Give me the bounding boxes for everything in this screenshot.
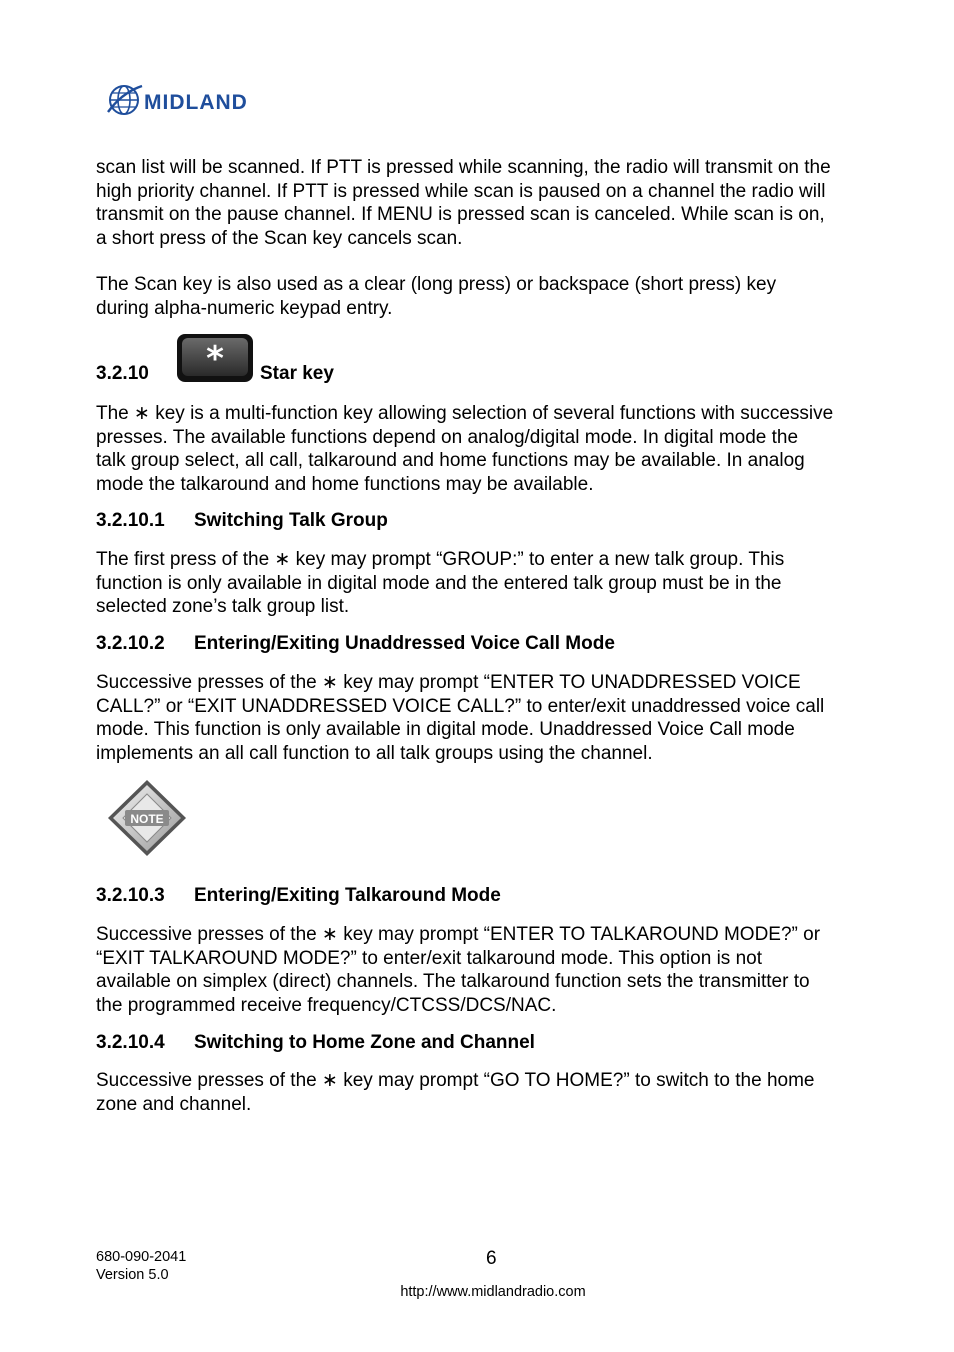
section-title: Star key bbox=[260, 363, 334, 384]
text-line: The first press of the ∗ key may prompt “GROUP:” to enter a new talk group. This bbox=[96, 549, 785, 570]
subsection-heading bbox=[96, 632, 615, 655]
text-line: Successive presses of the ∗ key may prompt “ENTER TO UNADDRESSED VOICE bbox=[96, 672, 801, 693]
page-number: 6 bbox=[486, 1248, 497, 1269]
subsection-heading bbox=[96, 1031, 535, 1054]
text-line: during alpha-numeric keypad entry. bbox=[96, 297, 393, 319]
doc-version: Version 5.0 bbox=[96, 1267, 169, 1283]
text-line: available on simplex (direct) channels. The talkaround function sets the transmitter to bbox=[96, 971, 810, 993]
text-line: transmit on the pause channel. If MENU is pressed scan is canceled. While scan is on, bbox=[96, 204, 825, 226]
note-icon bbox=[106, 778, 188, 858]
star-key-symbol: * bbox=[206, 339, 224, 379]
talk-group-paragraph bbox=[96, 548, 896, 619]
subsection-title: Switching to Home Zone and Channel bbox=[194, 1032, 535, 1053]
midland-logo bbox=[106, 80, 306, 120]
scan-paragraph bbox=[96, 156, 896, 250]
footer-doc-info bbox=[96, 1248, 186, 1284]
text-line: CALL?” or “EXIT UNADDRESSED VOICE CALL?” to enter/exit unaddressed voice call bbox=[96, 695, 825, 717]
text-line: talk group select, all call, talkaround and home functions may be available. In analog bbox=[96, 450, 805, 472]
text-line: Successive presses of the ∗ key may prompt “ENTER TO TALKAROUND MODE?” or bbox=[96, 924, 821, 945]
subsection-title: Entering/Exiting Talkaround Mode bbox=[194, 885, 501, 906]
scan-clear-paragraph bbox=[96, 273, 896, 320]
home-zone-paragraph bbox=[96, 1069, 896, 1116]
star-key-icon bbox=[176, 333, 254, 383]
subsection-number: 3.2.10.1 bbox=[96, 510, 165, 531]
subsection-heading bbox=[96, 509, 388, 532]
text-line: “EXIT TALKAROUND MODE?” to enter/exit talkaround mode. This option is not bbox=[96, 947, 762, 969]
text-line: implements an all call function to all talk groups using the channel. bbox=[96, 742, 653, 764]
unaddressed-paragraph bbox=[96, 671, 896, 765]
text-line: zone and channel. bbox=[96, 1093, 252, 1115]
text-line: Successive presses of the ∗ key may prompt “GO TO HOME?” to switch to the home bbox=[96, 1070, 815, 1091]
globe-icon bbox=[108, 86, 142, 114]
text-line: the programmed receive frequency/CTCSS/DCS/NAC. bbox=[96, 994, 557, 1016]
subsection-title: Entering/Exiting Unaddressed Voice Call Mode bbox=[194, 633, 615, 654]
text-line: a short press of the Scan key cancels scan. bbox=[96, 227, 463, 249]
text-line: The ∗ key is a multi-function key allowing selection of several functions with successive bbox=[96, 403, 834, 424]
text-line: mode the talkaround and home functions may be available. bbox=[96, 473, 594, 495]
logo-text: MIDLAND bbox=[144, 91, 248, 114]
text-line: function is only available in digital mode and the entered talk group must be in the bbox=[96, 572, 782, 594]
note-label: NOTE bbox=[130, 812, 164, 826]
text-line: mode. This function is only available in digital mode. Unaddressed Voice Call mode bbox=[96, 719, 795, 741]
text-line: high priority channel. If PTT is pressed while scan is paused on a channel the radio will bbox=[96, 180, 826, 202]
subsection-title: Switching Talk Group bbox=[194, 510, 388, 531]
text-line: scan list will be scanned. If PTT is pressed while scanning, the radio will transmit on the bbox=[96, 157, 831, 178]
subsection-heading bbox=[96, 884, 501, 907]
subsection-number: 3.2.10.3 bbox=[96, 885, 165, 906]
doc-number: 680-090-2041 bbox=[96, 1249, 187, 1265]
section-number: 3.2.10 bbox=[96, 363, 149, 384]
footer-url[interactable]: http://www.midlandradio.com bbox=[400, 1284, 586, 1300]
text-line: presses. The available functions depend on analog/digital mode. In digital mode the bbox=[96, 426, 799, 448]
text-line: selected zone’s talk group list. bbox=[96, 596, 350, 618]
talkaround-paragraph bbox=[96, 923, 896, 1017]
subsection-number: 3.2.10.2 bbox=[96, 633, 165, 654]
text-line: The Scan key is also used as a clear (long press) or backspace (short press) key bbox=[96, 274, 777, 295]
subsection-number: 3.2.10.4 bbox=[96, 1032, 165, 1053]
star-key-paragraph bbox=[96, 402, 896, 496]
